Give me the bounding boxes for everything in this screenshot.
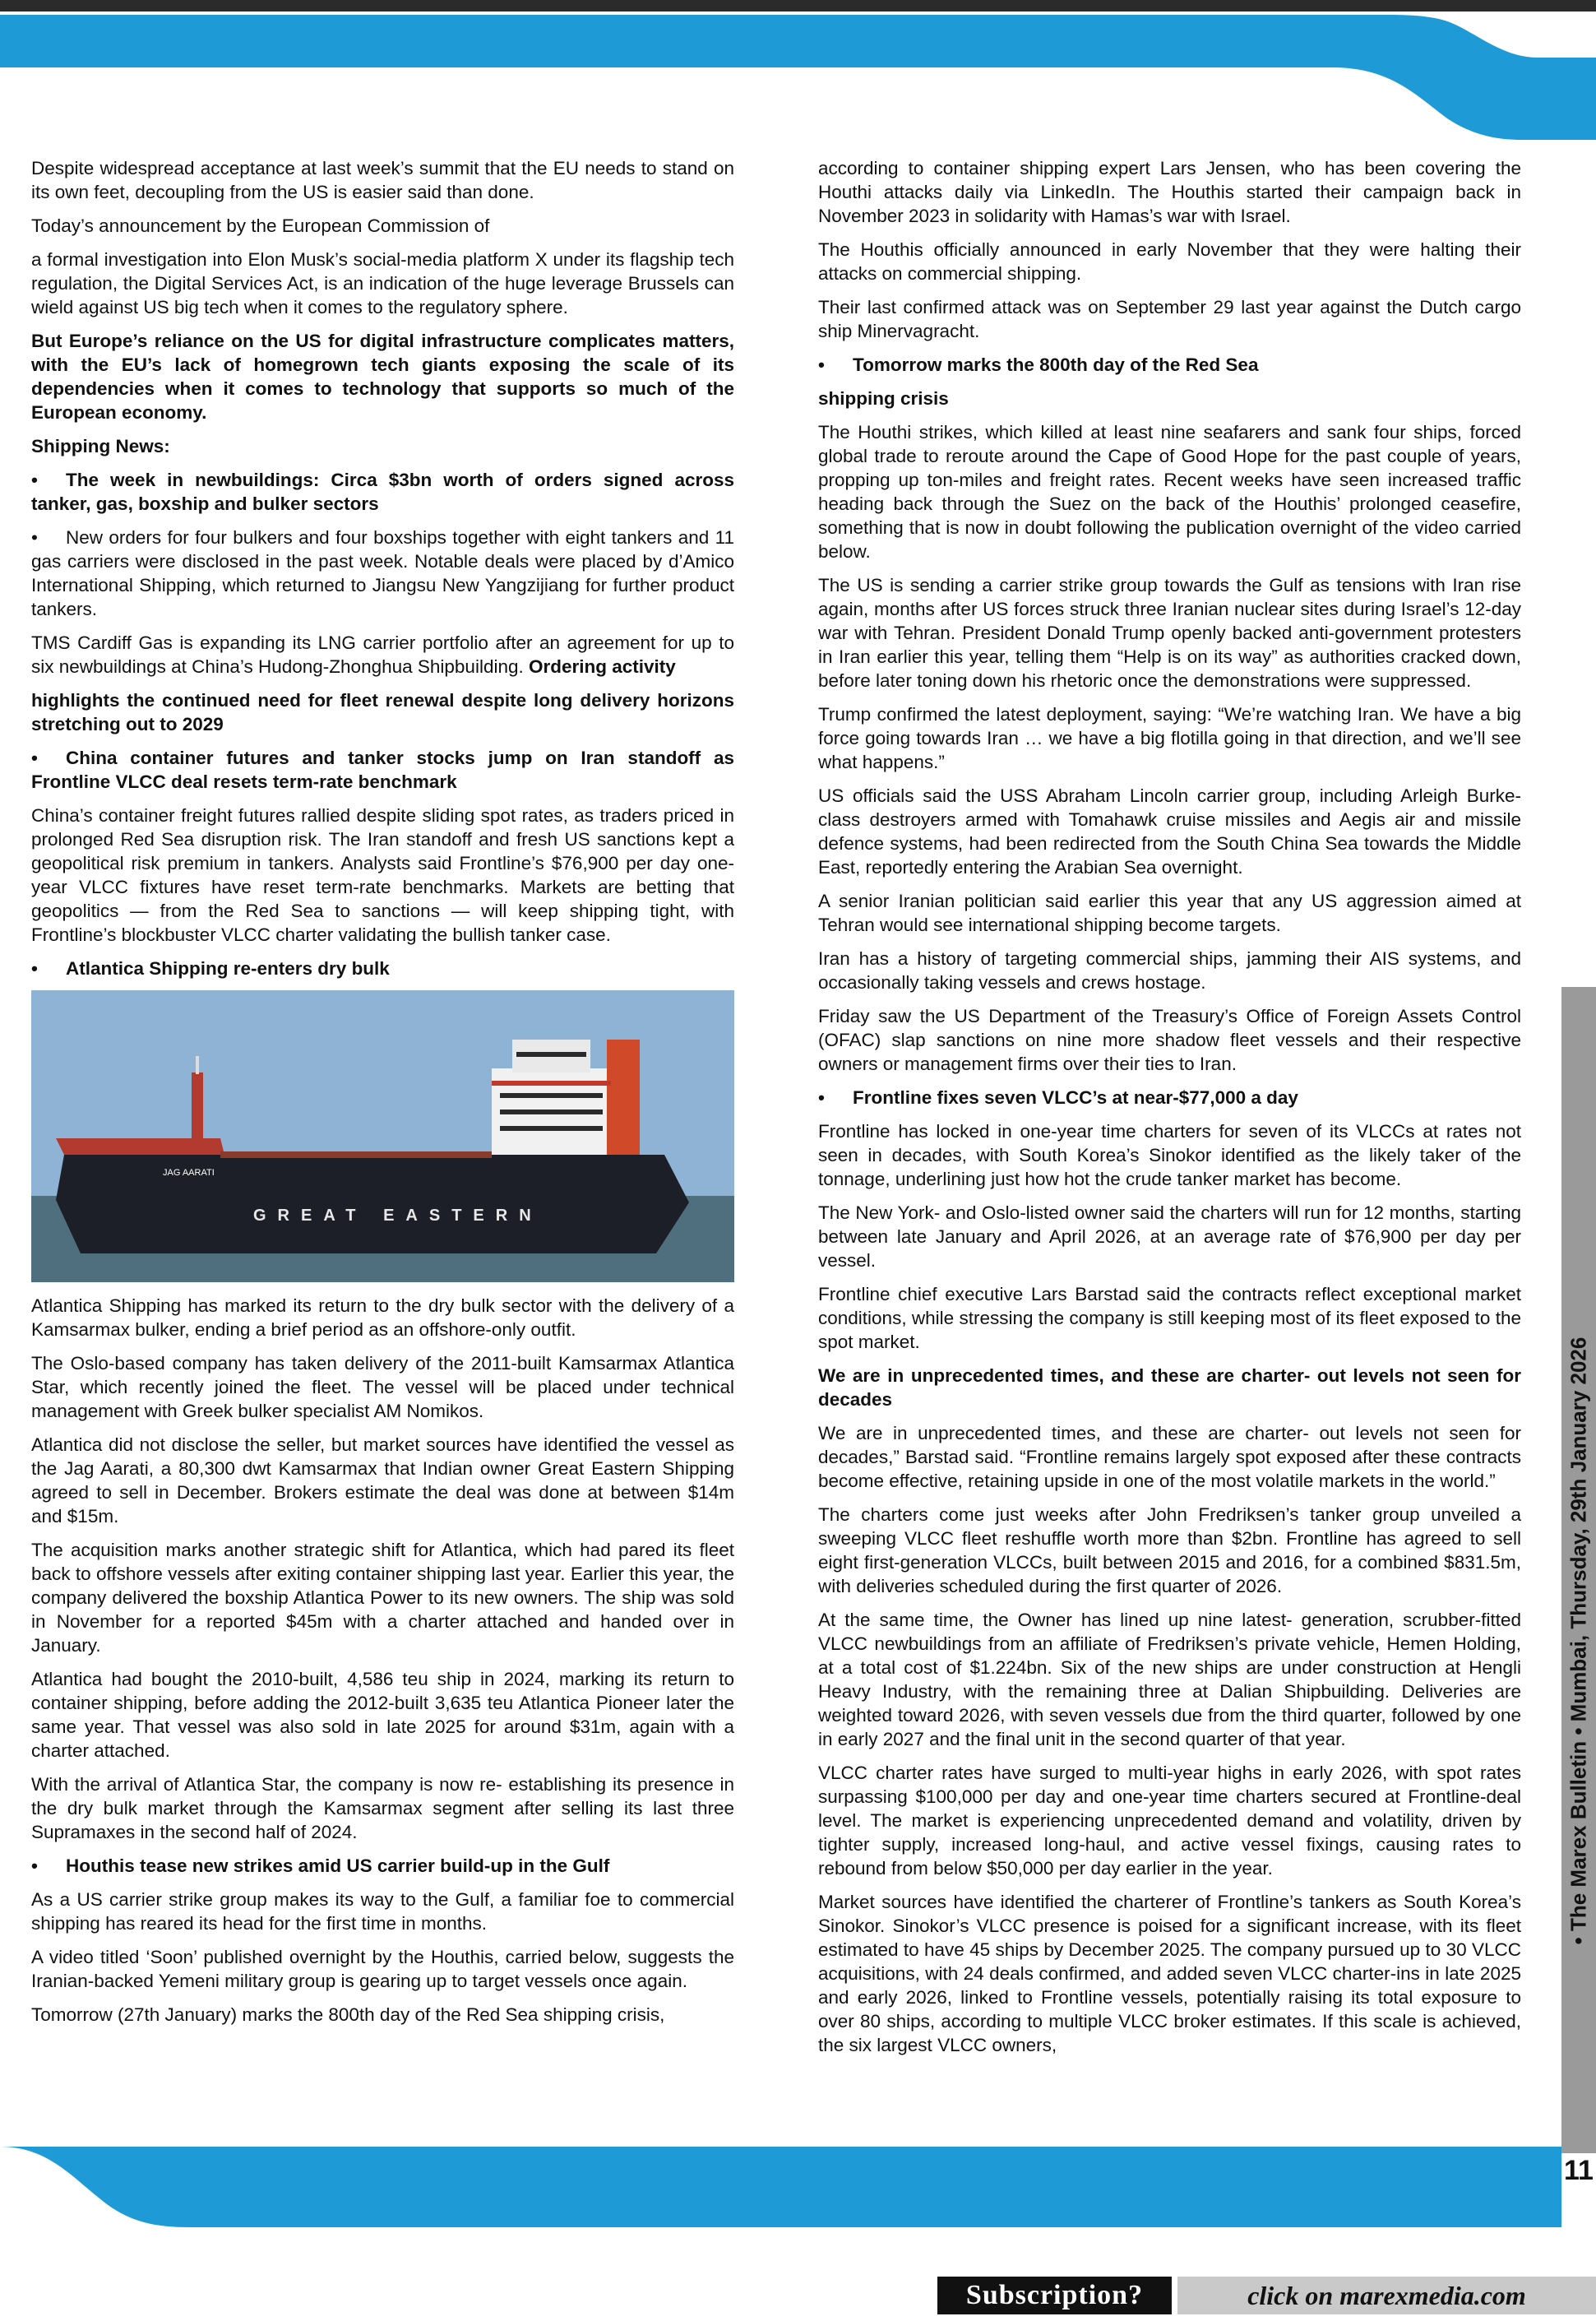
paragraph: according to container shipping expert Lars Jensen, who has been covering the Houthi attacks daily via LinkedIn. The Houthis started their campaign back in November 2023 in solidarity with Hamas’s war with Israel. [818,158,1521,226]
paragraph: At the same time, the Owner has lined up nine latest- generation, scrubber-fitted VLCC newbuildings from an affiliate of Fredriksen’s private vehicle, Hemen Holding, at a total cost of $1.224bn. Six of the new ships are under construction at Hengli Heavy Industry, with the remaining three at Dalian Shipbuilding. Deliveries are weighted toward 2026, with seven vessels due from the third quarter, followed by one in early 2027 and the final unit in the second quarter of that year. [818,1610,1521,1749]
paragraph: The US is sending a carrier strike group towards the Gulf as tensions with Iran rise again, months after US forces struck three Iranian nuclear sites during Israel’s 12-day war with Tehran. President Donald Trump openly backed anti-government protesters in Iran earlier this year, telling them “Help is on its way” as authorities cracked down, before later toning down his rhetoric once the demonstrations were suppressed. [818,575,1521,691]
paragraph: Frontline chief executive Lars Barstad said the contracts reflect exceptional market conditions, while stressing the company is still keeping most of its fleet exposed to the spot market. [818,1284,1521,1352]
bullet-icon: • [31,1855,38,1876]
section-label: Shipping News: [31,436,170,456]
funnel [607,1040,640,1155]
bow-deck [56,1138,224,1155]
bullet-icon: • [818,354,825,375]
paragraph: China’s container freight futures rallied despite sliding spot rates, as traders priced in prolonged Red Sea disruption risk. The Iran standoff and fresh US sanctions kept a geopolitical risk premium in tankers. Analysts said Frontline’s $76,900 per day one-year VLCC fixtures have reset term-rate benchmarks. Markets are betting that geopolitics — from the Red Sea to sanctions — will keep shipping tight, with Frontline’s blockbuster VLCC charter validating the bullish tanker case. [31,805,734,945]
bottom-wave-decoration [0,2130,1596,2245]
paragraph: The New York- and Oslo-listed owner said the charters will run for 12 months, starting between late January and April 2026, at an average rate of $76,900 per day per vessel. [818,1202,1521,1271]
paragraph: Today’s announcement by the European Commission of [31,215,490,236]
paragraph [31,526,734,621]
left-column [31,156,734,2036]
paragraph: The Houthi strikes, which killed at least nine seafarers and sank four ships, forced global trade to reroute around the Cape of Good Hope for the past couple of years, propping up ton-miles and freight rates. Recent weeks have seen increased traffic heading back through the Suez on the back of the Houthis’ prolonged ceasefire, something that is now in doubt following the publication overnight of the video carried below. [818,422,1521,562]
paragraph-text: New orders for four bulkers and four boxships together with eight tankers and 11 gas carriers were disclosed in the past week. Notable deals were placed by d’Amico International Shipping, which returned to Jiangsu New Yangzijiang for further product tankers. [31,527,734,619]
paragraph: A video titled ‘Soon’ published overnight by the Houthis, carried below, suggests the Iranian-backed Yemeni military group is gearing up to target vessels once again. [31,1947,734,1991]
ship-photo [31,990,734,1282]
top-bar [0,0,1596,12]
paragraph: The Houthis officially announced in early November that they were halting their attacks on commercial shipping. [818,239,1521,284]
paragraph: VLCC charter rates have surged to multi-year highs in early 2026, with spot rates surpassing $100,000 per day and one-year time charters secured at Frontline-deal level. The market is experiencing unprecedented demand and volatility, driven by tighter supply, increased long-haul, and active vessel fixings, causing rates to rebound from below $50,000 per day earlier in the year. [818,1763,1521,1879]
bullet-icon: • [31,748,38,768]
page-number: 11 [1561,2153,1596,2188]
paragraph [31,631,734,679]
paragraph: The charters come just weeks after John Fredriksen’s tanker group unveiled a sweeping VLCC fleet reshuffle worth more than $2bn. Frontline has agreed to sell eight first-generation VLCCs, built between 2015 and 2016, for a combined $831.5m, with deliveries scheduled during the first quarter of 2026. [818,1504,1521,1596]
hull-text: GREAT EASTERN [253,1207,543,1225]
paragraph: Atlantica did not disclose the seller, but market sources have identified the vessel as the Jag Aarati, a 80,300 dwt Kamsarmax that Indian owner Great Eastern Shipping agreed to sell in December. Brokers estimate the deal was done at between $14m and $15m. [31,1434,734,1526]
headline-text: Tomorrow marks the 800th day of the Red Sea [853,354,1259,375]
paragraph: Atlantica Shipping has marked its return to the dry bulk sector with the delivery of a Kamsarmax bulker, ending a brief period as an offshore-only outfit. [31,1295,734,1340]
paragraph: Their last confirmed attack was on September 29 last year against the Dutch cargo ship Minervagracht. [818,297,1521,341]
bullet-headline [818,353,1521,377]
headline-text: Houthis tease new strikes amid US carrier build-up in the Gulf [66,1855,610,1876]
bullet-headline [31,468,734,516]
bold-inline: Ordering activity [529,656,676,677]
mast-top [196,1056,199,1074]
paragraph: Iran has a history of targeting commercial ships, jamming their AIS systems, and occasionally taking vessels and crews hostage. [818,948,1521,993]
headline-text: Frontline fixes seven VLCC’s at near-$77,000 a day [853,1087,1298,1108]
paragraph: As a US carrier strike group makes its way to the Gulf, a familiar foe to commercial shipping has reared its head for the first time in months. [31,1889,734,1934]
paragraph: a formal investigation into Elon Musk’s social-media platform X under its flagship tech regulation, the Digital Services Act, is an indication of the huge leverage Brussels can wield against US big tech when it comes to the regulatory sphere. [31,249,734,317]
bullet-headline [31,957,734,980]
bullet-icon: • [31,958,38,979]
paragraph: Market sources have identified the charterer of Frontline’s tankers as South Korea’s Sinokor. Sinokor’s VLCC presence is poised for a significant increase, with its fleet estimated to have 45 ships by December 2025. The company pursued up to 30 VLCC acquisitions, with 24 deals confirmed, and added seven VLCC charter-ins in late 2025 and early 2026, linked to Frontline vessels, potentially raising its total exposure to over 80 ships, according to multiple VLCC broker estimates. If this scale is achieved, the six largest VLCC owners, [818,1892,1521,2055]
paragraph: Frontline has locked in one-year time charters for seven of its VLCCs at rates not seen in decades, with South Korea’s Sinokor identified as the likely taker of the tonnage, underlining just how hot the crude tanker market has become. [818,1121,1521,1189]
right-column [818,156,1521,2067]
bold-paragraph: shipping crisis [818,388,949,409]
bold-paragraph: highlights the continued need for fleet renewal despite long delivery horizons stretching out to 2029 [31,690,734,734]
paragraph: The acquisition marks another strategic shift for Atlantica, which had pared its fleet back to offshore vessels after exiting container shipping last year. Earlier this year, the company delivered the boxship Atlantica Power to its new owners. The ship was sold in November for a reported $45m with a charter attached and handed over in January. [31,1540,734,1656]
deck-line [220,1151,492,1158]
superstructure-stripe [492,1081,611,1086]
subscription-banner[interactable]: Subscription? [937,2277,1172,2314]
paragraph: US officials said the USS Abraham Lincoln carrier group, including Arleigh Burke-class destroyers armed with Tomahawk cruise missiles and Aegis air and missile defence systems, had been redirected from the South China Sea towards the Middle East, reportedly entering the Arabian Sea overnight. [818,785,1521,878]
bullet-headline [31,746,734,794]
forward-mast [192,1072,203,1138]
headline-text: China container futures and tanker stocks jump on Iran standoff as Frontline VLCC deal resets term-rate benchmark [31,748,734,792]
paragraph: The Oslo-based company has taken delivery of the 2011-built Kamsarmax Atlantica Star, which recently joined the fleet. The vessel will be placed under technical management with Greek bulker specialist AM Nomikos. [31,1353,734,1421]
paragraph-text: TMS Cardiff Gas is expanding its LNG carrier portfolio after an agreement for up to six newbuildings at China’s Hudong-Zhonghua Shipbuilding. [31,632,734,677]
bold-paragraph: We are in unprecedented times, and these are charter- out levels not seen for decades [818,1365,1521,1410]
paragraph: Despite widespread acceptance at last week’s summit that the EU needs to stand on its own feet, decoupling from the US is easier said than done. [31,158,734,202]
paragraph: We are in unprecedented times, and these are charter- out levels not seen for decades,” Barstad said. “Frontline remains largely spot exposed after these contracts become effective, retaining upside in one of the most volatile markets in the world.” [818,1423,1521,1491]
paragraph: Friday saw the US Department of the Treasury’s Office of Foreign Assets Control (OFAC) slap sanctions on nine more shadow fleet vessels and their respective owners or management firms over their ties to Iran. [818,1006,1521,1074]
paragraph: Atlantica had bought the 2010-built, 4,586 teu ship in 2024, marking its return to container shipping, before adding the 2012-built 3,635 teu Atlantica Pioneer later the same year. That vessel was also sold in late 2025 for around $31m, again with a charter attached. [31,1669,734,1761]
paragraph: With the arrival of Atlantica Star, the company is now re- establishing its presence in the dry bulk market through the Kamsarmax segment after selling its last three Supramaxes in the second half of 2024. [31,1774,734,1842]
bullet-icon: • [31,470,38,490]
headline-text: The week in newbuildings: Circa $3bn worth of orders signed across tanker, gas, boxship and bulker sectors [31,470,734,514]
bullet-icon: • [31,527,38,548]
bullet-icon: • [818,1087,825,1108]
publication-dateline: • The Marex Bulletin • Mumbai, Thursday, 29th January 2026 [1566,1337,1591,1945]
paragraph: A senior Iranian politician said earlier this year that any US aggression aimed at Tehran would see international shipping become targets. [818,891,1521,935]
website-link[interactable]: click on marexmedia.com [1177,2277,1596,2314]
ship-name-text: JAG AARATI [163,1168,215,1178]
headline-text: Atlantica Shipping re-enters dry bulk [66,958,390,979]
paragraph: Trump confirmed the latest deployment, saying: “We’re watching Iran. We have a big force going towards Iran … we have a big flotilla going in that direction, and we’ll see what happens.” [818,704,1521,772]
bold-paragraph: But Europe’s reliance on the US for digital infrastructure complicates matters, with the EU’s lack of homegrown tech giants exposing the scale of its dependencies when it comes to technology that supports so much of the European economy. [31,331,734,423]
paragraph: Tomorrow (27th January) marks the 800th day of the Red Sea shipping crisis, [31,2004,665,2025]
top-wave-decoration [0,12,1596,143]
bullet-headline [818,1086,1521,1110]
bullet-headline [31,1854,734,1878]
ship-hull [56,1155,689,1253]
